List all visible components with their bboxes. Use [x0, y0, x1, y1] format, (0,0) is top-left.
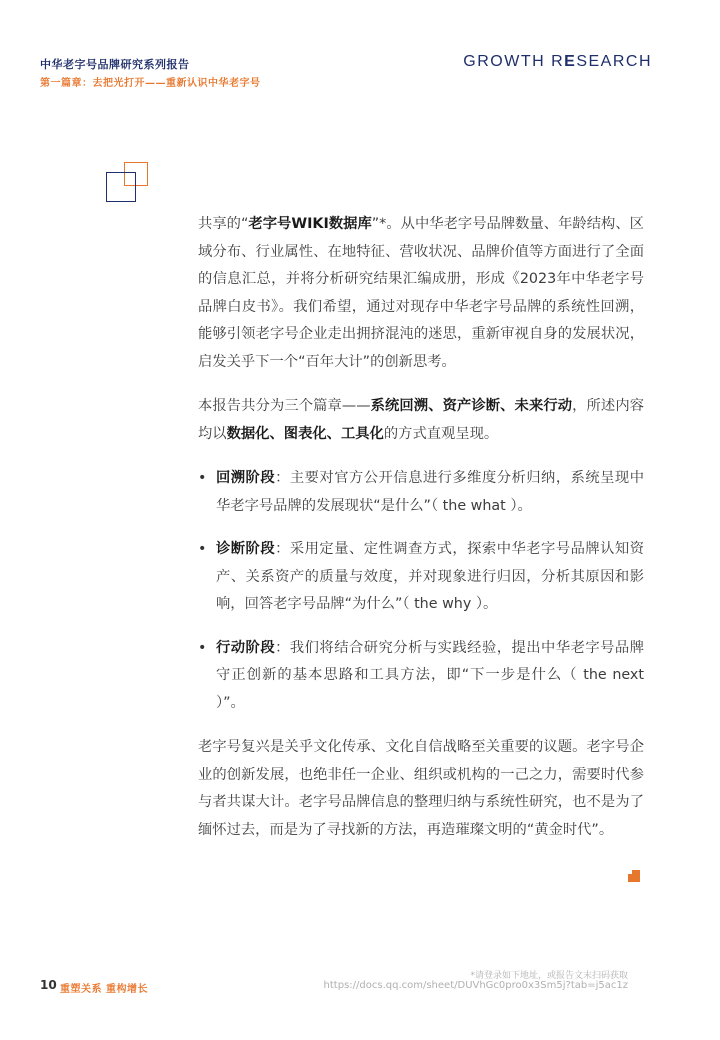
paragraph-structure-text-2: ，所述内容均以	[198, 398, 645, 442]
stage-label: 行动阶段	[216, 639, 276, 656]
stage-label: 诊断阶段	[216, 541, 276, 557]
stage-description: ：主要对官方公开信息进行多维度分析归纳，系统呈现中华老字号品牌的发展现状“是什么”（ the what ）。	[216, 470, 645, 514]
paragraph-structure	[198, 393, 644, 448]
brand-logo-part2: SEARCH	[576, 53, 652, 70]
paragraph-structure-text-1: 本报告共分为三个篇章——	[198, 398, 371, 414]
paragraph-conclusion: 老字号复兴是关乎文化传承、文化自信战略至关重要的议题。老字号企业的创新发展，也绝非任一企业、组织或机构的一己之力，需要时代参与者共谋大计。老字号品牌信息的整理归纳与系统性研究，也不是为了缅怀过去，而是为了寻找新的方法，再造璀璨文明的“黄金时代”。	[198, 739, 644, 838]
footer-link[interactable]: https://docs.qq.com/sheet/DUVhGc0pro0x3Sm5j?tab=j5ac1z	[323, 980, 628, 991]
brand-logo	[463, 53, 652, 71]
list-item-diagnosis-stage	[198, 536, 644, 619]
bullet-icon: •	[198, 470, 207, 486]
decorative-squares-icon	[106, 162, 150, 202]
paragraph-intro-text-1: 共享的“	[198, 216, 249, 232]
methods-highlight: 数据化、图表化、工具化	[226, 425, 384, 442]
paragraph-intro-text-2: ”*。从中华老字号品牌数量、年龄结构、区域分布、行业属性、在地特征、营收状况、品牌价值等方面进行了全面的信息汇总，并将分析研究结果汇编成册，形成《2023年中华老字号品牌白皮书》。我们希望，通过对现存中华老字号品牌的系统性回溯，能够引领老字号企业走出拥挤混沌的迷思，重新审视自身的发展状况，启发关乎下一个“百年大计”的创新思考。	[198, 216, 644, 370]
list-item-review-stage	[198, 465, 644, 520]
bullet-icon: •	[198, 639, 207, 656]
wiki-database-highlight: 老字号WIKI数据库	[248, 216, 372, 232]
stage-description: ：我们将结合研究分析与实践经验，提出中华老字号品牌守正创新的基本思路和工具方法，即“下一步是什么（ the next ）”。	[216, 639, 645, 711]
footer-note: *请登录如下地址，或报告文末扫码获取	[470, 971, 628, 981]
page-number: 10	[40, 978, 57, 992]
chapters-highlight: 系统回溯、资产诊断、未来行动	[370, 398, 573, 414]
list-item-action-stage	[198, 635, 644, 718]
paragraph-intro	[198, 211, 644, 376]
stage-description: ：采用定量、定性调查方式，探索中华老字号品牌认知资产、关系资产的质量与效度，并对现象进行归因，分析其原因和影响，回答老字号品牌“为什么”（ the why ）。	[216, 541, 645, 612]
main-content	[198, 211, 644, 861]
brand-logo-part1: GROWTH R	[463, 53, 565, 70]
chapter-subtitle: 第一篇章：去把光打开——重新认识中华老字号	[40, 78, 261, 89]
brand-logo-bold-letter: E	[564, 53, 577, 70]
stage-list	[198, 465, 644, 717]
navy-square-icon	[106, 172, 136, 202]
report-series-title: 中华老字号品牌研究系列报告	[40, 58, 190, 71]
bullet-icon: •	[198, 541, 207, 557]
corner-mark-icon	[628, 870, 640, 882]
paragraph-structure-text-3: 的方式直观呈现。	[383, 425, 499, 442]
stage-label: 回溯阶段	[216, 470, 276, 486]
footer-slogan: 重塑关系 重构增长	[60, 984, 148, 995]
